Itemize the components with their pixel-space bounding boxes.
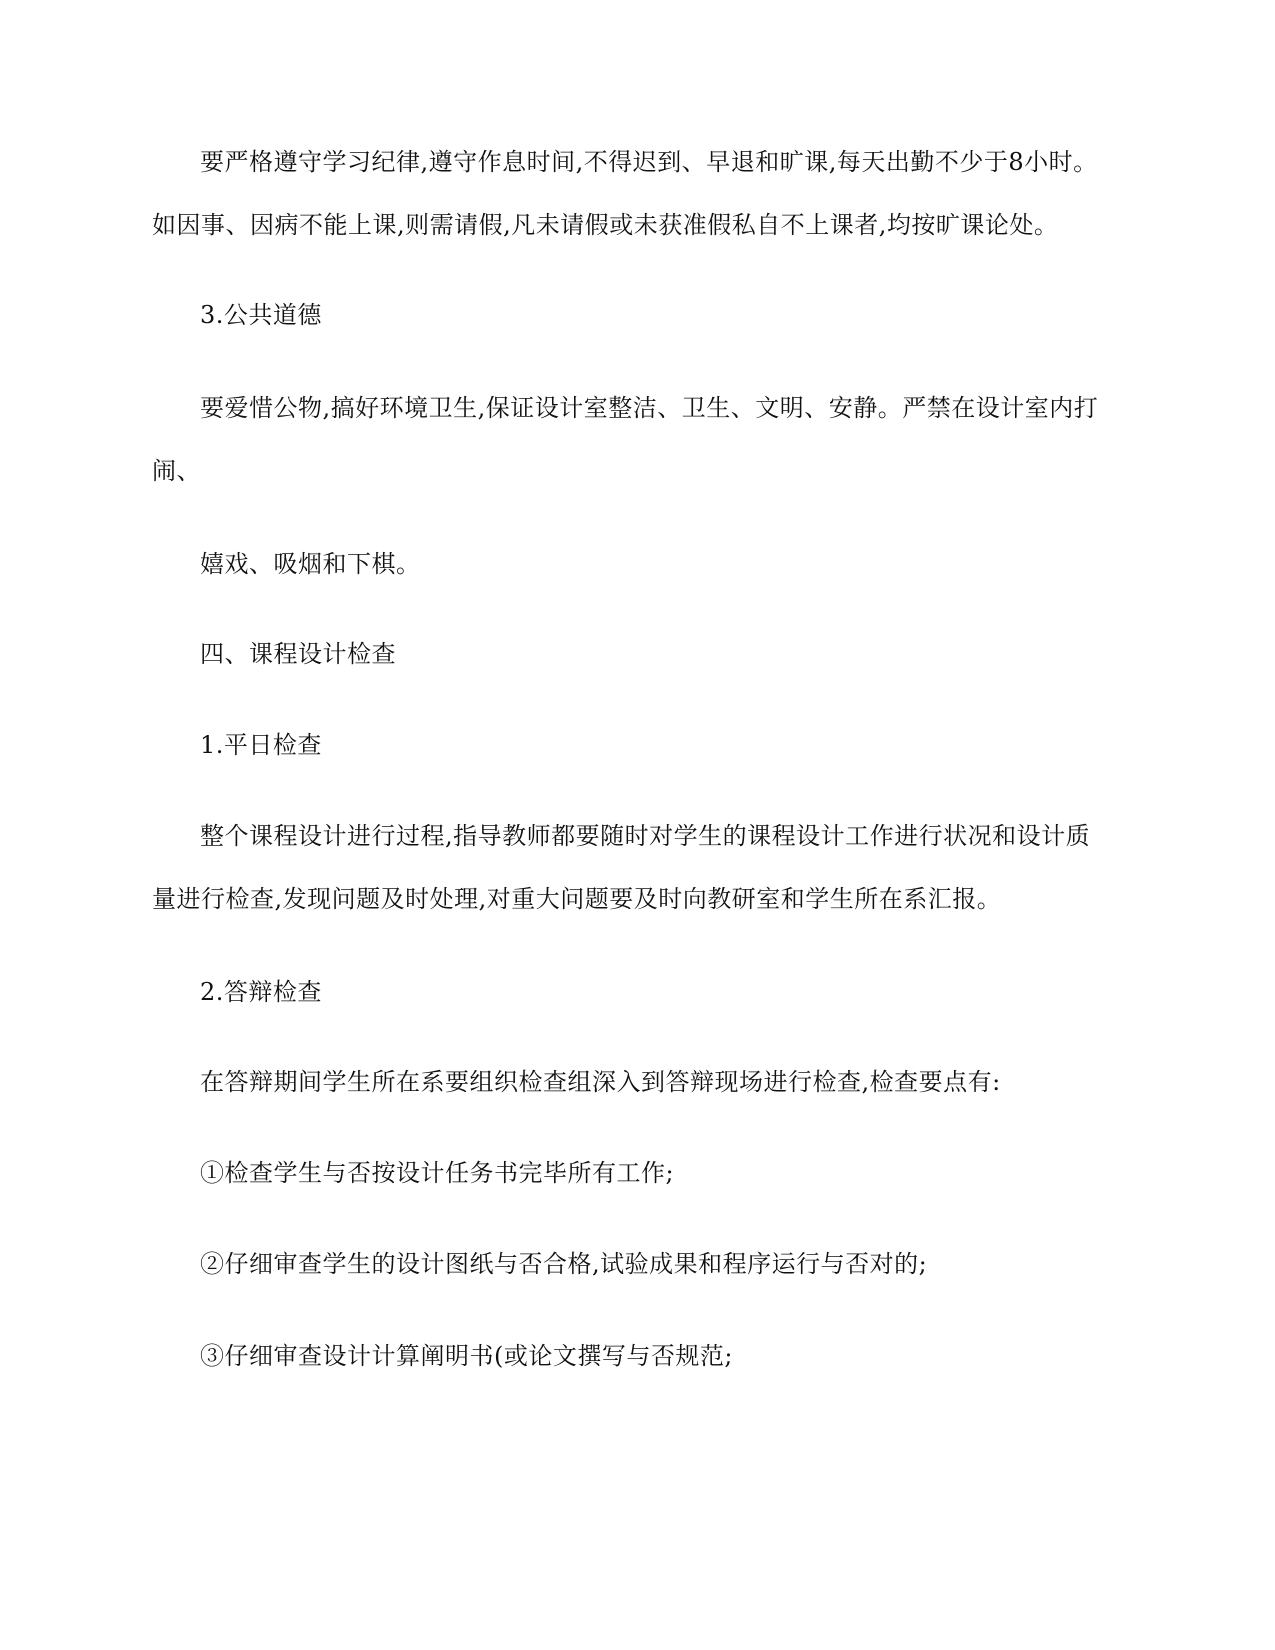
heading-daily-check: 1.平日检查 [200,731,322,759]
paragraph-discipline-line-1: 要严格遵守学习纪律,遵守作息时间,不得迟到、早退和旷课,每天出勤不少于8小时。 [200,148,1098,176]
heading-defense-check: 2.答辩检查 [200,978,322,1006]
heading-public-morality: 3.公共道德 [200,301,322,329]
paragraph-morality-line-2: 闹、 [152,457,201,485]
paragraph-morality-line-3: 嬉戏、吸烟和下棋。 [200,550,421,578]
paragraph-daily-check-line-2: 量进行检查,发现问题及时处理,对重大问题要及时向教研室和学生所在系汇报。 [152,885,1002,913]
paragraph-daily-check-line-1: 整个课程设计进行过程,指导教师都要随时对学生的课程设计工作进行状况和设计质 [200,822,1091,850]
list-item-2: ②仔细审查学生的设计图纸与否合格,试验成果和程序运行与否对的; [200,1250,928,1278]
heading-section-four: 四、课程设计检查 [200,640,396,668]
list-item-1: ①检查学生与否按设计任务书完毕所有工作; [200,1159,675,1187]
list-item-3: ③仔细审查设计计算阐明书(或论文撰写与否规范; [200,1342,733,1370]
paragraph-morality-line-1: 要爱惜公物,搞好环境卫生,保证设计室整洁、卫生、文明、安静。严禁在设计室内打 [200,394,1099,422]
paragraph-discipline-line-2: 如因事、因病不能上课,则需请假,凡未请假或未获准假私自不上课者,均按旷课论处。 [152,211,1059,239]
paragraph-defense-check: 在答辩期间学生所在系要组织检查组深入到答辩现场进行检查,检查要点有: [200,1068,1001,1096]
